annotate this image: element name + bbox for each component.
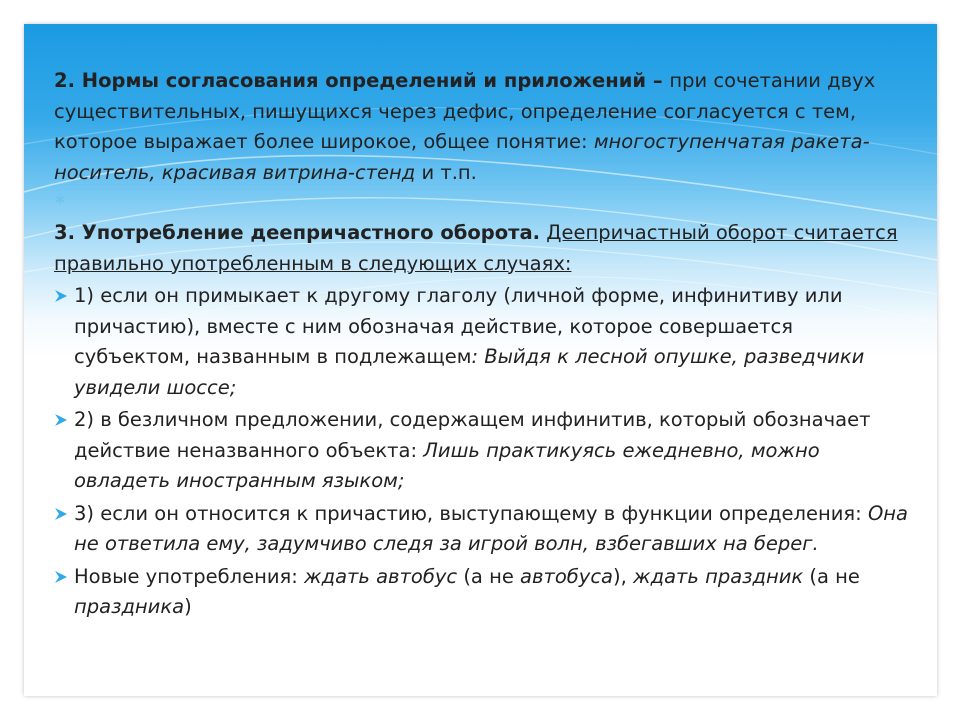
arrow-bullet-icon <box>54 289 68 303</box>
section-2-tail: и т.п. <box>415 160 477 184</box>
bullet-3-text: 3) если он относится к причастию, выступающему в функции определения: <box>74 501 868 525</box>
bullet-4-example-3: ждать праздник <box>633 564 804 588</box>
arrow-bullet-icon <box>54 570 68 584</box>
bullet-item-2 <box>54 405 909 497</box>
bullet-2-text: 2) в безличном предложении, содержащем инфинитив, который обозначает действие неназванного объекта: <box>74 408 871 462</box>
section-3-heading: 3. Употребление деепричастного оборота. <box>54 221 541 244</box>
bullet-4-example-2: автобуса <box>520 564 613 588</box>
bullet-4-part-3: ), <box>613 564 634 588</box>
slide-content <box>54 66 909 623</box>
bullet-2-example: Лишь практикуясь ежедневно, можно овладеть иностранным языком; <box>74 438 820 492</box>
section-2-examples: многоступенчатая ракета-носитель, красивая витрина-стенд <box>54 130 870 184</box>
bullet-4-part-5: ) <box>184 595 192 618</box>
bullet-4-part-4: (а не <box>803 564 860 588</box>
arrow-bullet-icon <box>54 413 68 427</box>
bullet-item-4 <box>54 562 909 623</box>
arrow-bullet-icon <box>54 507 68 521</box>
bullet-1-text: 1) если он примыкает к другому глаголу (личной форме, инфинитиву или причастию), вместе с ним обозначая действие, которое совершается субъектом, названным в подлежащем <box>74 284 843 368</box>
section-3-intro: Деепричастный оборот считается правильно употребленным в следующих случаях: <box>54 221 898 275</box>
section-2-heading: 2. Нормы согласования определений и приложений <box>54 69 647 92</box>
asterisk-separator: * <box>55 191 65 215</box>
section-2-dash: – <box>646 69 670 92</box>
bullet-item-1 <box>54 281 909 403</box>
bullet-4-part-1: Новые употребления: <box>74 564 305 588</box>
bullet-item-3 <box>54 499 909 560</box>
bullet-4-part-2: (а не <box>457 564 521 588</box>
bullet-4-example-1: ждать автобус <box>304 564 458 588</box>
bullet-4-example-4: праздника <box>74 595 185 618</box>
bullet-3-example: Она не ответила ему, задумчиво следя за игрой волн, взбегавших на берег. <box>74 501 908 555</box>
slide <box>24 24 937 696</box>
section-2-paragraph <box>54 66 909 188</box>
section-3-paragraph <box>54 218 909 279</box>
section-2-text: при сочетании двух существительных, пишущихся через дефис, определение согласуется с тем, которое выражает более широкое, общее понятие: <box>54 69 876 153</box>
bullet-1-example: : Выйдя к лесной опушке, разведчики увидели шоссе; <box>74 345 865 399</box>
